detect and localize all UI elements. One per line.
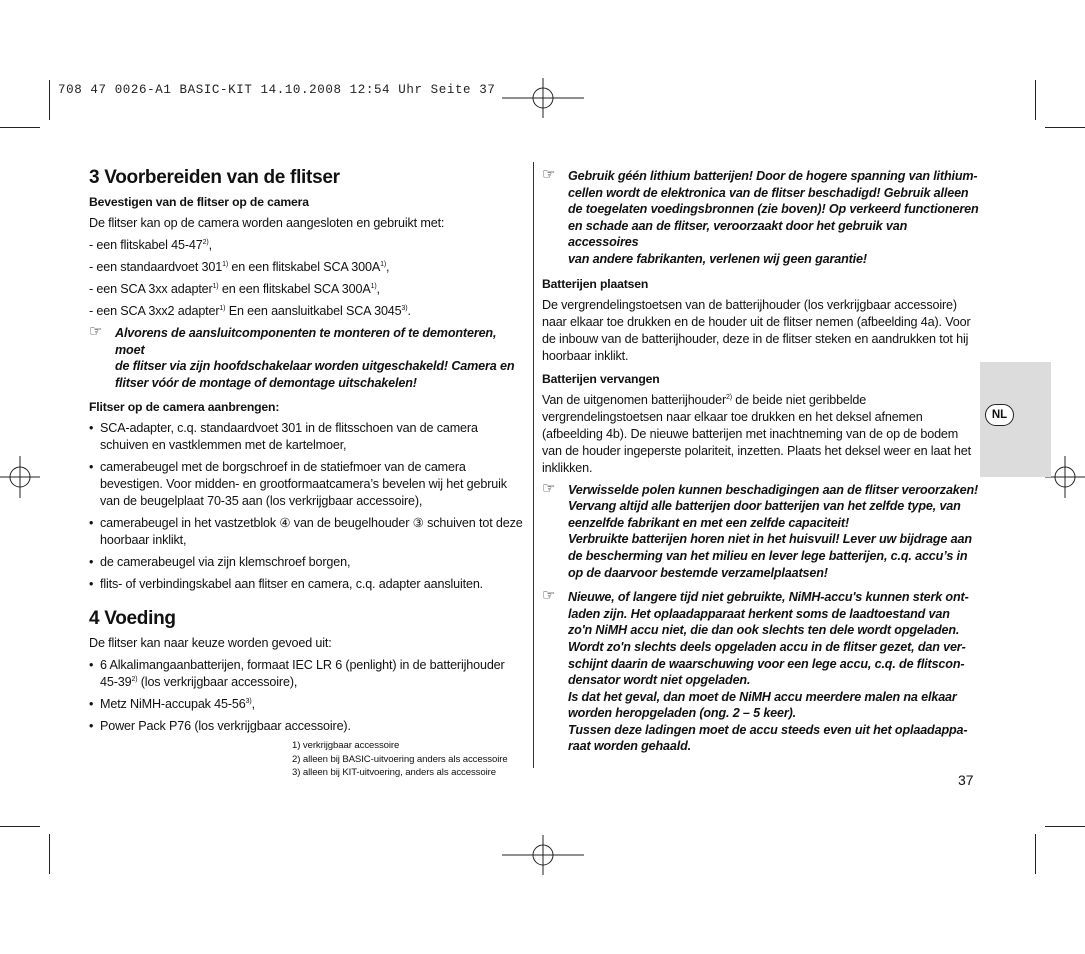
mount-option: - een SCA 3xx2 adapter$^{1)}$ En een aansluitkabel SCA 3045$^{3)}$.: [89, 304, 411, 318]
pointing-hand-icon: ☞: [89, 323, 103, 340]
registration-mark: [0, 456, 40, 498]
crop-mark: [49, 80, 50, 120]
mount-intro: De flitser kan op de camera worden aangesloten en gebruikt met:: [89, 216, 445, 230]
page-number: 37: [958, 772, 974, 788]
mount-warning: ☞ Alvorens de aansluitcomponenten te monteren of te demonteren, moet de flitser via zijn hoofdschakelaar worden uitgeschakeld! Camera en flitser vóór de montage of demontage uitschakelen!: [89, 323, 515, 390]
print-header: 708 47 0026-A1 BASIC-KIT 14.10.2008 12:54 Uhr Seite 37: [58, 83, 496, 97]
column-divider: [533, 162, 534, 768]
crop-mark: [0, 127, 40, 128]
mount-option: - een SCA 3xx adapter$^{1)}$ en een flitskabel SCA $300A^{1)}$,: [89, 282, 380, 296]
footnote: 1) verkrijgbaar accessoire: [292, 740, 400, 751]
footnote: 3) alleen bij KIT-uitvoering, anders als accessoire: [292, 767, 496, 778]
list-item: • Metz NiMH-accupak 45-56$^{3)}$,: [89, 697, 255, 712]
section-3-title: 3 Voorbereiden van de flitser: [89, 167, 340, 188]
crop-mark: [1035, 834, 1036, 874]
mount-option: - een standaardvoet 301$^{1)}$ en een flitskabel SCA $300A^{1)}$,: [89, 260, 390, 274]
replace-heading: Batterijen vervangen: [542, 371, 660, 386]
attach-heading: Flitser op de camera aanbrengen:: [89, 400, 280, 415]
list-item: • camerabeugel in het vastzetblok ④ van de beugelhouder ③ schuiven tot deze hoorbaar inklikt,: [89, 516, 523, 548]
crop-mark: [0, 826, 40, 827]
registration-mark: [502, 835, 584, 875]
footnotes: [292, 739, 508, 780]
crop-mark: [1045, 127, 1085, 128]
power-intro: De flitser kan naar keuze worden gevoed uit:: [89, 636, 332, 651]
polarity-warning: ☞ Verwisselde polen kunnen beschadigingen aan de flitser veroorzaken! Vervang altijd alle batterijen door batterijen van het zelfde type, van eenzelfde fabrikant en met een zelfde capaciteit! Verbruikte batterijen horen niet in het huisvuil! Lever uw bijdrage aan de bescherming van het milieu en lever lege batterijen, c.q. accu’s in op de daarvoor bestemde verzamelplaatsen!: [542, 479, 979, 580]
pointing-hand-icon: ☞: [542, 166, 556, 183]
list-item: • camerabeugel met de borgschroef in de statiefmoer van de camera bevestigen. Voor midden- en grootformaatcamera’s bevelen wij het gebruik van de beugelplaat 70-35 aan (los verkrijgbaar accessoire),: [89, 460, 507, 509]
footnote: 2) alleen bij BASIC-uitvoering anders als accessoire: [292, 753, 508, 765]
insert-text: De vergrendelingstoetsen van de batterijhouder (los verkrijgbaar accessoire) naar elkaar toe drukken en de houder uit de flitser nemen (afbeelding 4a). Voor de inbouw van de batterijhouder, deze in de flitser steken en aandrukken tot hij hoorbaar inklikt.: [542, 297, 971, 363]
list-item: • de camerabeugel via zijn klemschroef borgen,: [89, 555, 351, 570]
registration-mark: [1045, 456, 1085, 498]
language-badge: NL: [985, 404, 1014, 426]
pointing-hand-icon: ☞: [542, 479, 556, 497]
mount-option: - een flitskabel 45-47$^{2)}$,: [89, 238, 212, 252]
list-item: • Power Pack P76 (los verkrijgbaar accessoire).: [89, 719, 351, 734]
list-item: • SCA-adapter, c.q. standaardvoet 301 in de flitsschoen van de camera schuiven en vastklemmen met de kartelmoer,: [89, 421, 478, 453]
registration-mark: [502, 78, 584, 118]
lithium-warning: ☞ Gebruik géén lithium batterijen! Door de hogere spanning van lithium- cellen wordt de elektronica van de flitser beschadigd! Gebruik alleen de toegelaten voedingsbronnen (zie boven)! Op verkeerd functioneren en schade aan de flitser, veroorzaakt door het gebruik van accessoires van andere fabrikanten, verlenen wij geen garantie!: [542, 166, 979, 266]
list-item: • 6 Alkalimangaanbatterijen, formaat IEC LR 6 (penlight) in de batterijhouder 45-39$^{2)}$ (los verkrijgbaar accessoire),: [89, 658, 505, 690]
insert-heading: Batterijen plaatsen: [542, 276, 649, 291]
left-column: [89, 166, 524, 740]
replace-text: Van de uitgenomen batterijhouder$^{2)}$ de beide niet geribbelde vergrendelingstoetsen naar elkaar toe drukken en het deksel afnemen (afbeelding 4b). De nieuwe batterijen met inachtneming van de op de bodem van de houder ingeperste polariteit, inzetten. Plaats het deksel weer en laat het inklikken.: [542, 392, 971, 475]
section-4-title: 4 Voeding: [89, 608, 176, 630]
crop-mark: [49, 834, 50, 874]
list-item: • flits- of verbindingskabel aan flitser en camera, c.q. adapter aansluiten.: [89, 577, 484, 592]
nimh-warning: ☞ Nieuwe, of langere tijd niet gebruikte, NiMH-accu's kunnen sterk ont- laden zijn. Het oplaadapparaat herkent soms de laadtoestand van zo'n NiMH accu niet, die dan ook slechts ten dele wordt opgeladen. Wordt zo'n slechts deels opgeladen accu in de flitser gezet, dan ver- schijnt daarin de waarschuwing voor een lege accu, c.q. de flitscon- densator wordt niet opgeladen. Is dat het geval, dan moet de NiMH accu meerdere malen na elkaar worden heropgeladen (ong. 2 – 5 keer). Tussen deze ladingen moet de accu steeds even uit het oplaadappa- raat worden gehaald.: [542, 587, 969, 754]
crop-mark: [1045, 826, 1085, 827]
pointing-hand-icon: ☞: [542, 587, 556, 605]
mount-heading: Bevestigen van de flitser op de camera: [89, 195, 309, 209]
crop-mark: [1035, 80, 1036, 120]
right-column: [542, 168, 980, 761]
